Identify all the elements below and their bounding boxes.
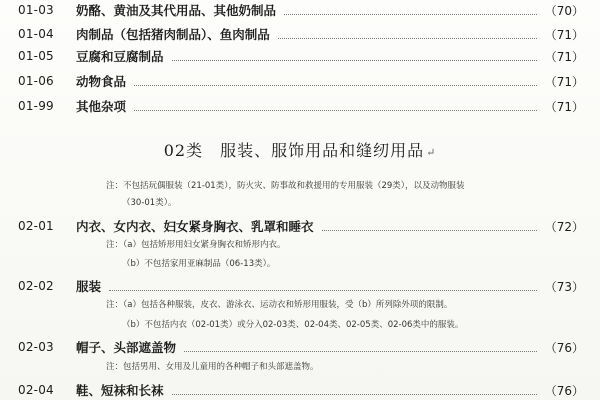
entry-title: 其他杂项	[76, 99, 127, 114]
entry-title: 豆腐和豆腐制品	[76, 49, 164, 64]
entry-code: 02-01	[18, 219, 54, 233]
entry-note: （b）不包括家用亚麻制品（06-13类）。	[122, 259, 276, 269]
dot-leader	[322, 221, 537, 231]
dot-leader	[284, 5, 537, 15]
dot-leader	[184, 342, 537, 352]
toc-entry-01-06	[18, 71, 584, 91]
toc-entry-02-03	[18, 337, 584, 357]
entry-note: 注：包括男用、女用及儿童用的各种帽子和头部遮盖物。	[106, 362, 319, 372]
entry-note: 注：（a）包括矫形用妇女紧身胸衣和矫形内衣。	[106, 240, 286, 250]
paragraph-mark: ↵	[426, 146, 437, 159]
entry-title: 动物食品	[76, 74, 127, 89]
entry-code: 01-04	[18, 27, 54, 41]
dot-leader	[172, 385, 537, 395]
entry-title: 内衣、女内衣、妇女紧身胸衣、乳罩和睡衣	[76, 219, 314, 234]
toc-entry-01-05	[18, 46, 584, 66]
entry-page: （71）	[544, 74, 584, 89]
entry-page: （71）	[544, 49, 584, 64]
section-heading-text: 02类 服装、服饰用品和缝纫用品	[163, 141, 425, 160]
entry-page: （73）	[544, 279, 584, 294]
entry-title: 服装	[76, 279, 102, 294]
section-note-line-2: （30-01类）。	[122, 198, 177, 208]
entry-code: 01-03	[18, 3, 54, 17]
entry-page: （72）	[544, 219, 584, 234]
dot-leader	[278, 29, 537, 39]
entry-page: （76）	[544, 340, 584, 355]
entry-title: 鞋、短袜和长袜	[76, 383, 164, 398]
entry-title: 奶酪、黄油及其代用品、其他奶制品	[76, 3, 277, 18]
section-heading	[0, 138, 600, 161]
toc-entry-01-04	[18, 24, 584, 44]
entry-code: 01-05	[18, 49, 54, 63]
entry-note: 注：（a）包括各种服装，皮衣、游泳衣、运动衣和矫形用服装，受（b）所列除外项的限制。	[106, 300, 453, 310]
toc-entry-02-02	[18, 276, 584, 296]
entry-code: 01-06	[18, 74, 54, 88]
toc-entry-02-01	[18, 216, 584, 236]
dot-leader	[172, 51, 537, 61]
entry-note: （b）不包括内衣（02-01类）或分入02-03类、02-04类、02-05类、02-06类中的服装。	[122, 320, 464, 330]
section-note-line-1: 注：不包括玩偶服装（21-01类），防火灾、防事故和救援用的专用服装（29类），以及动物服装	[106, 181, 465, 191]
entry-title: 肉制品（包括猪肉制品）、鱼肉制品	[76, 27, 270, 42]
toc-entry-01-03	[18, 0, 584, 20]
entry-code: 02-04	[18, 383, 54, 397]
entry-code: 02-03	[18, 340, 54, 354]
dot-leader	[134, 76, 537, 86]
entry-code: 01-99	[18, 99, 54, 113]
dot-leader	[134, 101, 537, 111]
toc-entry-02-04	[18, 380, 584, 400]
entry-page: （70）	[544, 3, 584, 18]
toc-entry-01-99	[18, 96, 584, 116]
dot-leader	[109, 281, 537, 291]
entry-code: 02-02	[18, 279, 54, 293]
entry-page: （76）	[544, 383, 584, 398]
entry-page: （71）	[544, 27, 584, 42]
entry-page: （71）	[544, 99, 584, 114]
entry-title: 帽子、头部遮盖物	[76, 340, 177, 355]
